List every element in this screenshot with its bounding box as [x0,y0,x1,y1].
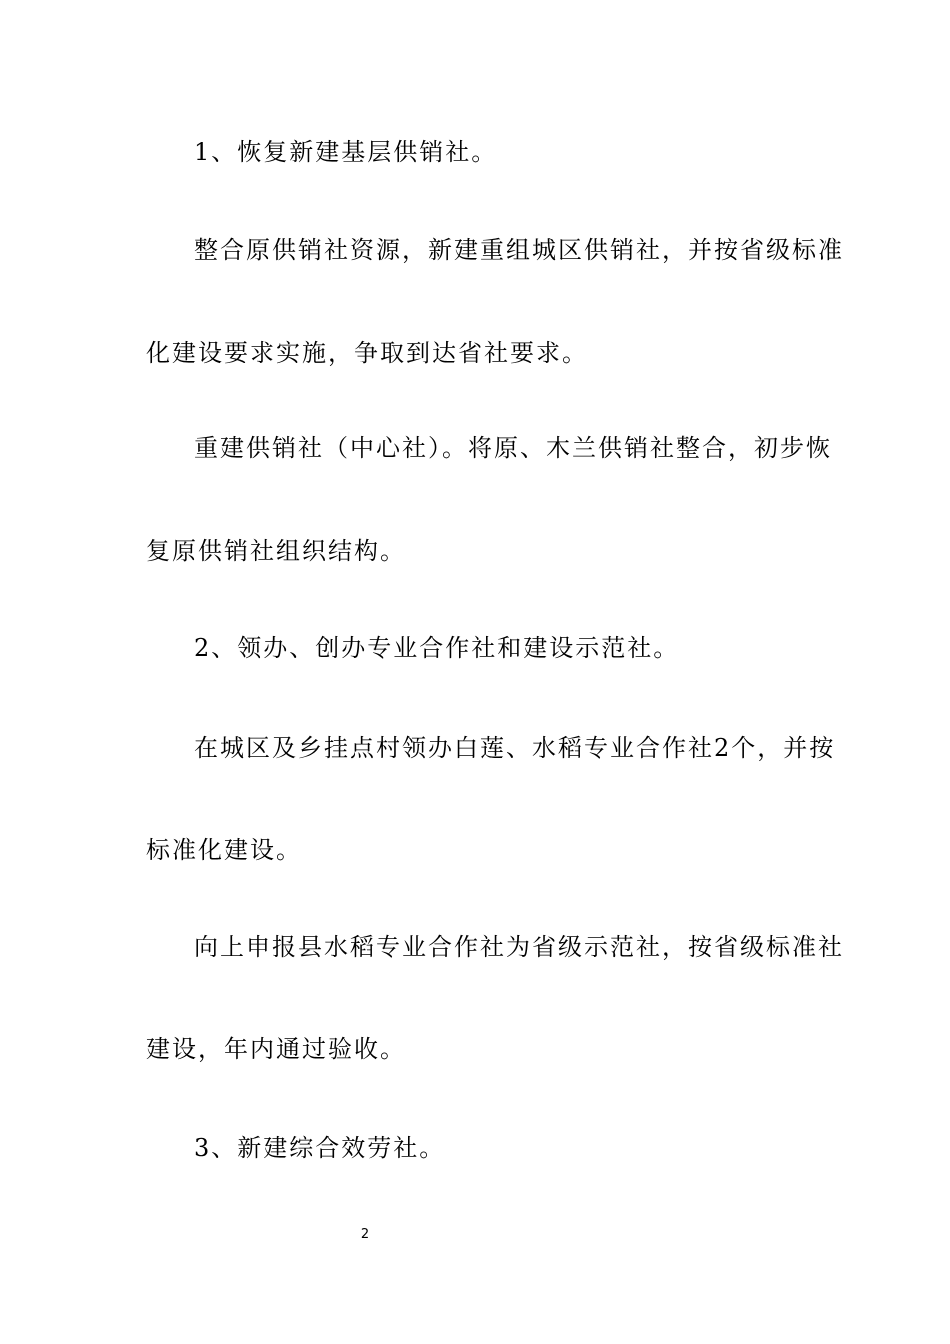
paragraph-line: 重建供销社（中心社）。将原、木兰供销社整合，初步恢 [194,434,832,462]
paragraph-line: 化建设要求实施，争取到达省社要求。 [146,339,588,367]
paragraph-line: 整合原供销社资源，新建重组城区供销社，并按省级标准 [194,236,844,264]
paragraph-line: 标准化建设。 [146,836,302,864]
paragraph-line: 在城区及乡挂点村领办白莲、水稻专业合作社2个，并按 [194,734,836,762]
heading-2: 2、领办、创办专业合作社和建设示范社。 [194,634,680,662]
page-number: 2 [360,1227,370,1242]
heading-1: 1、恢复新建基层供销社。 [194,138,498,166]
heading-3: 3、新建综合效劳社。 [194,1134,446,1162]
paragraph-line: 建设，年内通过验收。 [146,1035,406,1063]
paragraph-line: 向上申报县水稻专业合作社为省级示范社，按省级标准社 [194,933,844,961]
paragraph-line: 复原供销社组织结构。 [146,537,406,565]
